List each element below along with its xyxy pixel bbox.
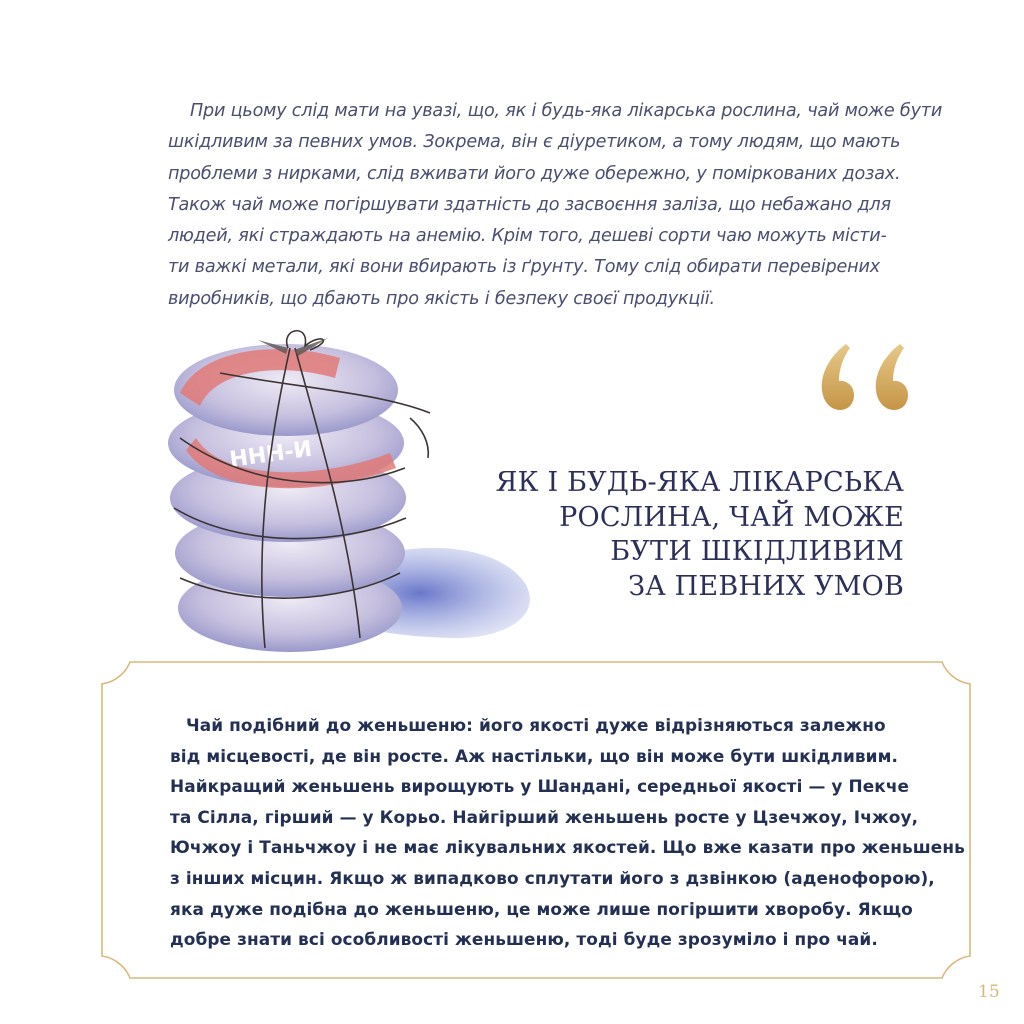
box-line-4: та Сілла, гірший — у Корьо. Найгірший женьшень росте у Цзечжоу, Ічжоу,: [170, 806, 919, 827]
box-line-8: добре знати всі особливості женьшеню, тоді буде зрозуміло і про чай.: [170, 929, 878, 950]
pull-quote: [484, 466, 904, 604]
box-line-1: Чай подібний до женьшеню: його якості дуже відрізняються залежно: [186, 715, 886, 735]
intro-line-3: проблеми з нирками, слід вживати його дуже обережно, у поміркованих дозах.: [168, 163, 901, 184]
intro-line-6: ти важкі метали, які вони вбирають із ґрунту. Тому слід обирати перевірених: [168, 257, 880, 278]
intro-paragraph: [168, 96, 943, 315]
intro-line-7: виробників, що дбають про якість і безпеку своєї продукції.: [168, 288, 715, 309]
box-line-6: з інших місцин. Якщо ж випадково сплутати його з дзвінкою (аденофорою),: [170, 867, 935, 888]
boxed-paragraph: [170, 710, 965, 955]
quotation-mark-icon: [812, 330, 912, 420]
pull-quote-line-3: БУТИ ШКІДЛИВИМ: [610, 536, 904, 567]
box-line-2: від місцевості, де він росте. Аж настільки, що він може бути шкідливим.: [170, 745, 899, 766]
tea-cake-stack-illustration: [160, 318, 540, 668]
label-glyphs: ННН-И: [228, 436, 314, 473]
box-line-7: яка дуже подібна до женьшеню, це може лише погіршити хворобу. Якщо: [170, 898, 913, 919]
intro-line-1: При цьому слід мати на увазі, що, як і будь-яка лікарська рослина, чай може бути: [190, 101, 943, 121]
intro-line-4: Також чай може погіршувати здатність до засвоєння заліза, що небажано для: [168, 194, 891, 215]
page-number: 15: [978, 982, 1000, 1002]
intro-line-2: шкідливим за певних умов. Зокрема, він є діуретиком, а тому людям, що мають: [168, 132, 901, 153]
box-line-5: Ючжоу і Таньчжоу і не має лікувальних якостей. Що вже казати про женьшень: [170, 837, 965, 858]
pull-quote-line-1: ЯК І БУДЬ-ЯКА ЛІКАРСЬКА: [495, 467, 904, 498]
pull-quote-line-2: РОСЛИНА, ЧАЙ МОЖЕ: [559, 501, 904, 533]
pull-quote-line-4: ЗА ПЕВНИХ УМОВ: [628, 570, 904, 602]
box-line-3: Найкращий женьшень вирощують у Шандані, середньої якості — у Пекче: [170, 776, 910, 797]
intro-line-5: людей, які страждають на анемію. Крім того, дешеві сорти чаю можуть місти-: [168, 226, 887, 247]
